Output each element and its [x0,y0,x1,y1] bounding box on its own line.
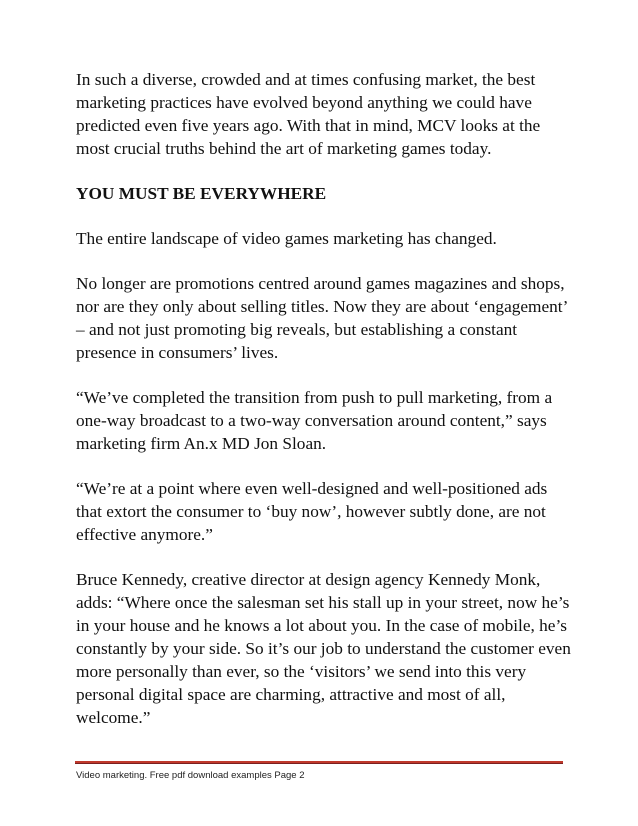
section-heading: YOU MUST BE EVERYWHERE [76,184,327,203]
page-footer: Video marketing. Free pdf download examples Page 2 [76,770,305,781]
body-paragraph: The entire landscape of video games marketing has changed. [76,229,497,248]
intro-paragraph: In such a diverse, crowded and at times confusing market, the best marketing practices have evolved beyond anything we could have predicted even five years ago. With that in mind, MCV looks at the most crucial truths behind the art of marketing games today. [76,70,541,158]
article-body [76,68,576,751]
footer-divider [75,761,563,764]
body-paragraph: No longer are promotions centred around games magazines and shops, nor are they only about selling titles. Now they are about ‘engagement’ – and not just promoting big reveals, but establishing a constant presence in consumers’ lives. [76,274,568,362]
body-paragraph: Bruce Kennedy, creative director at design agency Kennedy Monk, adds: “Where once the salesman set his stall up in your street, now he’s in your house and he knows a lot about you. In the case of mobile, he’s constantly by your side. So it’s our job to understand the customer even more personally than ever, so the ‘visitors’ we send into this very personal digital space are charming, attractive and most of all, welcome.” [76,570,571,727]
quote-paragraph: “We’re at a point where even well-designed and well-positioned ads that extort the consumer to ‘buy now’, however subtly done, are not effective anymore.” [76,479,548,544]
quote-paragraph: “We’ve completed the transition from push to pull marketing, from a one-way broadcast to a two-way conversation around content,” says marketing firm An.x MD Jon Sloan. [76,388,553,453]
